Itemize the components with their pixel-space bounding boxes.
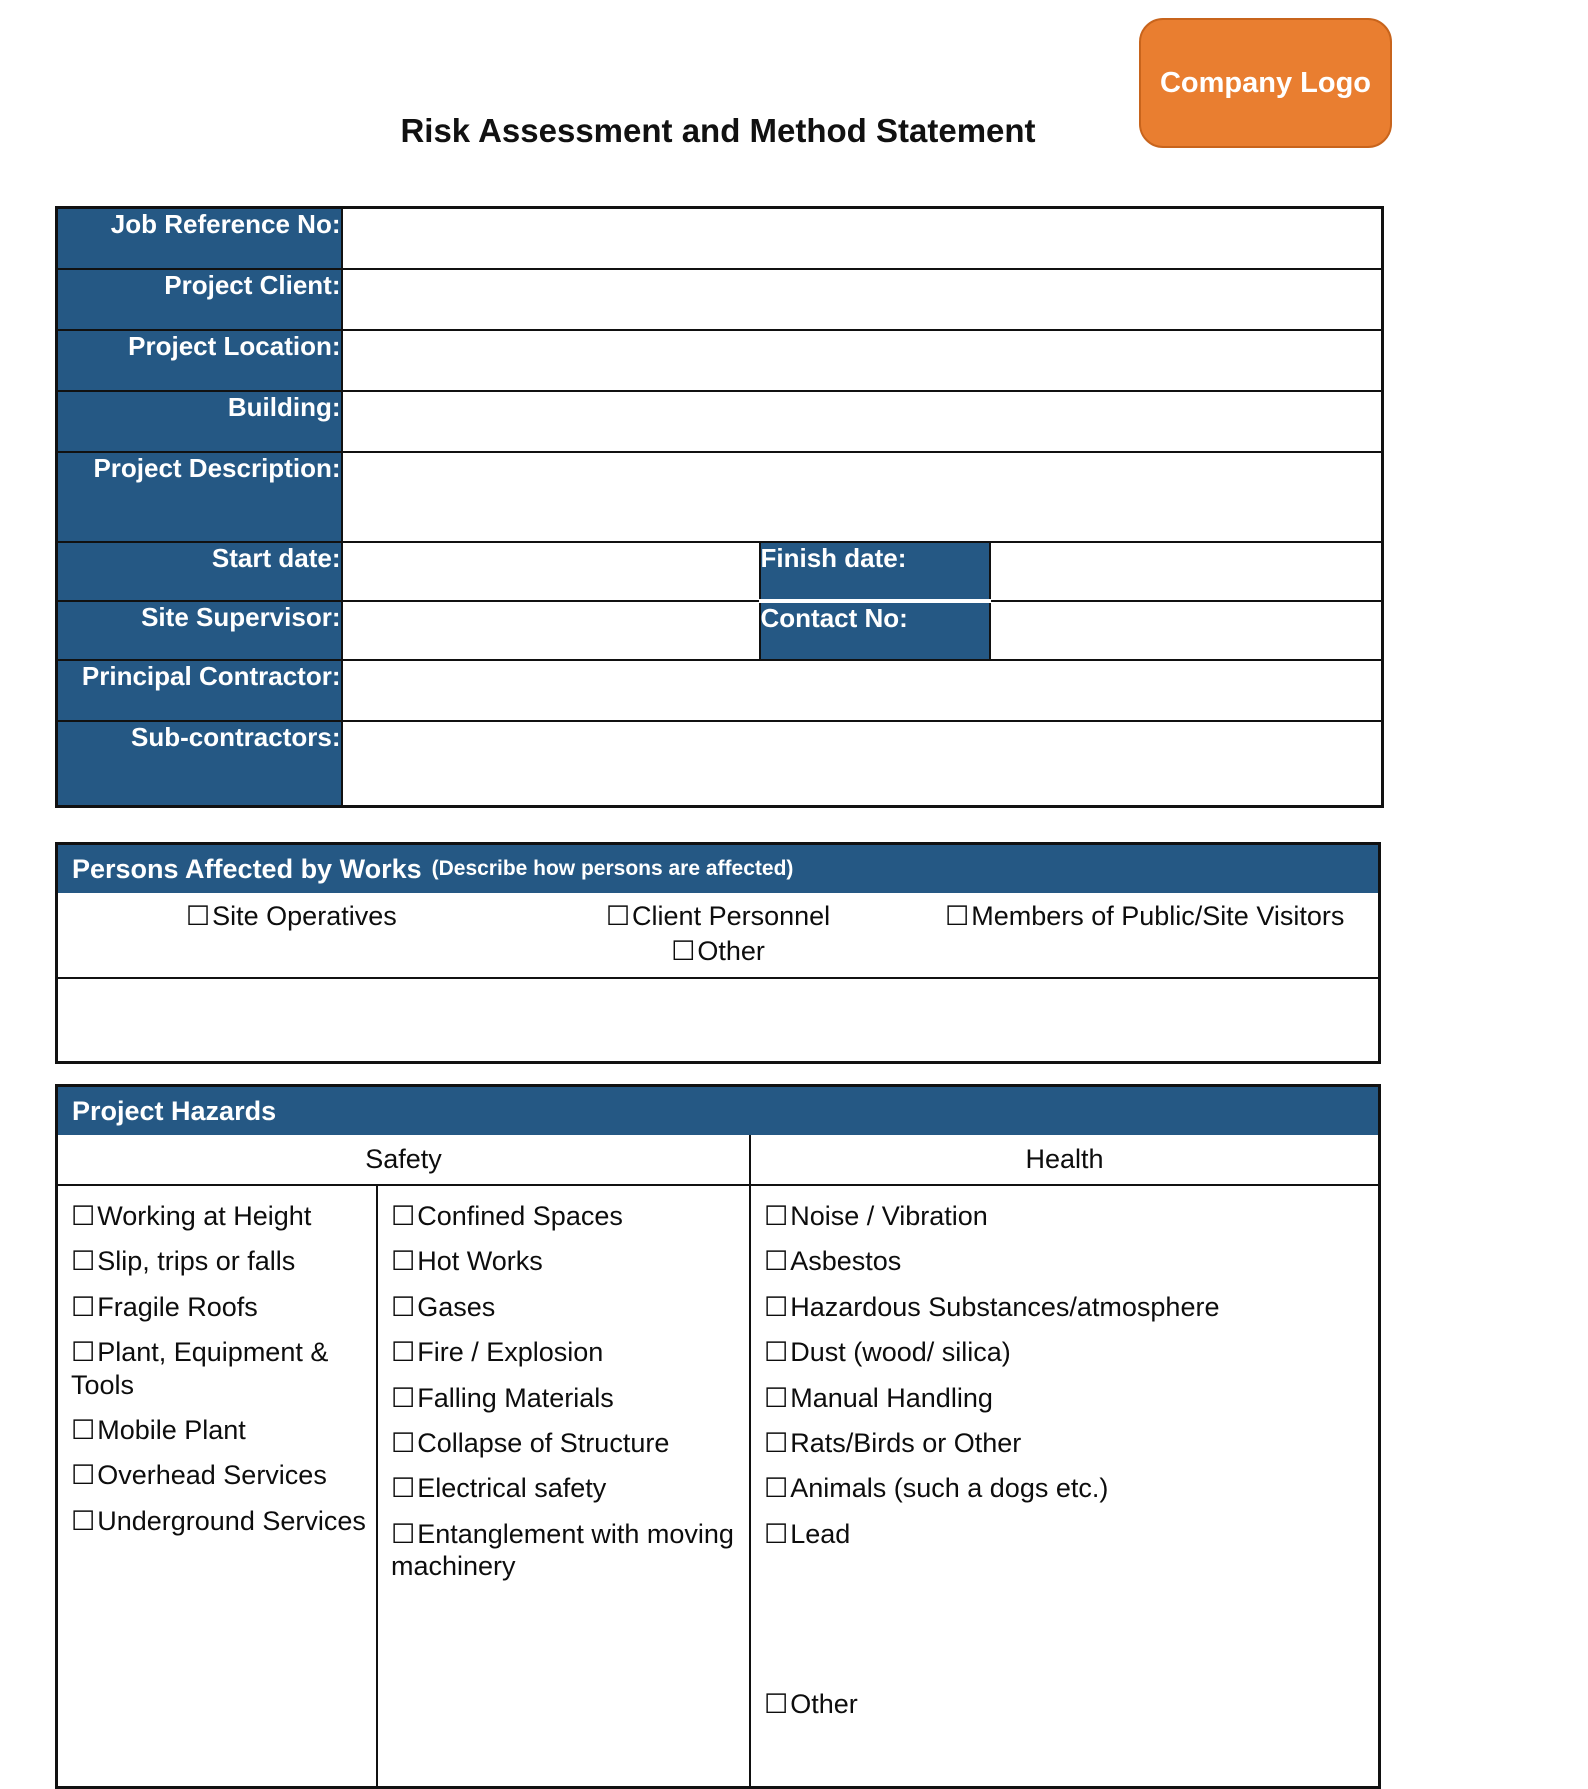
field-start-date[interactable]	[342, 542, 760, 601]
hazard-label: Hot Works	[417, 1246, 543, 1277]
persons-affected-title: Persons Affected by Works	[72, 853, 422, 884]
field-project-description[interactable]	[342, 452, 1383, 542]
checkbox-other-persons[interactable]	[671, 936, 765, 967]
hazard-label: Electrical safety	[417, 1473, 607, 1504]
page-title: Risk Assessment and Method Statement	[400, 112, 1036, 149]
checkbox-icon: ☐	[71, 1414, 96, 1445]
field-sub-contractors[interactable]	[342, 721, 1383, 807]
column-header-safety: Safety	[58, 1135, 751, 1184]
checkbox-icon: ☐	[71, 1505, 96, 1536]
hazards-column-headers	[58, 1135, 1378, 1186]
field-building[interactable]	[342, 391, 1383, 452]
checkbox-icon: ☐	[71, 1291, 96, 1322]
checkbox-icon: ☐	[391, 1518, 416, 1549]
checkbox-icon: ☐	[391, 1473, 416, 1504]
checkbox-label: Site Operatives	[212, 901, 397, 931]
hazard-label: Rats/Birds or Other	[790, 1427, 1022, 1458]
checkbox-icon: ☐	[185, 901, 211, 931]
hazard-label: Overhead Services	[97, 1460, 327, 1491]
checkbox-icon: ☐	[71, 1337, 96, 1368]
hazard-label: Falling Materials	[417, 1382, 614, 1413]
field-project-client[interactable]	[342, 269, 1383, 330]
hazard-collapse-of-structure[interactable]	[391, 1427, 739, 1459]
project-hazards-section	[55, 1084, 1381, 1789]
hazard-label: Underground Services	[97, 1505, 366, 1536]
hazard-working-at-height[interactable]	[71, 1200, 366, 1232]
hazard-label: Fragile Roofs	[97, 1291, 258, 1322]
checkbox-icon: ☐	[764, 1427, 789, 1458]
field-site-supervisor[interactable]	[342, 601, 760, 660]
hazard-gases[interactable]	[391, 1291, 739, 1323]
hazard-hot-works[interactable]	[391, 1245, 739, 1277]
field-principal-contractor[interactable]	[342, 660, 1383, 721]
label-principal-contractor: Principal Contractor:	[57, 660, 342, 721]
field-project-location[interactable]	[342, 330, 1383, 391]
checkbox-icon: ☐	[764, 1382, 789, 1413]
checkbox-icon: ☐	[764, 1518, 789, 1549]
hazard-label: Dust (wood/ silica)	[790, 1337, 1011, 1368]
checkbox-icon: ☐	[71, 1246, 96, 1277]
hazard-label: Animals (such a dogs etc.)	[790, 1473, 1109, 1504]
checkbox-site-operatives[interactable]	[78, 901, 505, 932]
label-project-client: Project Client:	[57, 269, 342, 330]
hazard-mobile-plant[interactable]	[71, 1414, 366, 1446]
checkbox-icon: ☐	[671, 936, 696, 966]
hazard-label: Confined Spaces	[417, 1201, 623, 1231]
hazard-confined-spaces[interactable]	[391, 1200, 739, 1232]
persons-affected-section	[55, 842, 1381, 1064]
hazard-lead[interactable]	[764, 1518, 1368, 1550]
checkbox-icon: ☐	[764, 1201, 789, 1231]
hazard-label: Gases	[417, 1291, 496, 1322]
checkbox-icon: ☐	[764, 1689, 789, 1720]
hazard-entanglement-machinery[interactable]	[391, 1518, 739, 1583]
project-hazards-title: Project Hazards	[72, 1095, 277, 1126]
checkbox-icon: ☐	[764, 1337, 789, 1368]
checkbox-client-personnel[interactable]	[505, 901, 932, 932]
label-sub-contractors: Sub-contractors:	[57, 721, 342, 807]
hazard-asbestos[interactable]	[764, 1245, 1368, 1277]
hazards-columns	[58, 1186, 1378, 1786]
document-page	[55, 0, 1381, 1789]
checkbox-members-of-public[interactable]	[931, 901, 1358, 932]
hazard-rats-birds-other[interactable]	[764, 1427, 1368, 1459]
hazard-label: Other	[790, 1689, 858, 1720]
health-hazards-column	[751, 1186, 1378, 1786]
hazard-underground-services[interactable]	[71, 1505, 366, 1537]
checkbox-label: Other	[697, 936, 765, 966]
checkbox-icon: ☐	[605, 901, 631, 931]
project-info-table	[55, 206, 1384, 808]
label-building: Building:	[57, 391, 342, 452]
checkbox-label: Client Personnel	[632, 901, 831, 931]
label-project-description: Project Description:	[57, 452, 342, 542]
checkbox-icon: ☐	[71, 1201, 96, 1231]
hazard-label: Mobile Plant	[97, 1414, 246, 1445]
hazard-electrical-safety[interactable]	[391, 1472, 739, 1504]
label-site-supervisor: Site Supervisor:	[57, 601, 342, 660]
hazard-overhead-services[interactable]	[71, 1459, 366, 1491]
persons-affected-subtitle: (Describe how persons are affected)	[431, 857, 794, 880]
label-project-location: Project Location:	[57, 330, 342, 391]
label-contact-no: Contact No:	[760, 601, 990, 660]
checkbox-icon: ☐	[391, 1427, 416, 1458]
checkbox-icon: ☐	[764, 1473, 789, 1504]
checkbox-label: Members of Public/Site Visitors	[971, 901, 1345, 931]
checkbox-icon: ☐	[391, 1337, 416, 1368]
checkbox-icon: ☐	[391, 1246, 416, 1277]
hazard-fire-explosion[interactable]	[391, 1336, 739, 1368]
label-job-reference-no: Job Reference No:	[57, 208, 342, 269]
checkbox-icon: ☐	[391, 1291, 416, 1322]
hazard-label: Hazardous Substances/atmosphere	[790, 1291, 1220, 1322]
hazard-falling-materials[interactable]	[391, 1382, 739, 1414]
persons-options-row-2	[58, 932, 1378, 977]
hazard-label: Manual Handling	[790, 1382, 993, 1413]
hazard-noise-vibration[interactable]	[764, 1200, 1368, 1232]
hazard-fragile-roofs[interactable]	[71, 1291, 366, 1323]
hazard-label: Plant, Equipment & Tools	[71, 1337, 329, 1400]
checkbox-icon: ☐	[71, 1460, 96, 1491]
hazard-label: Noise / Vibration	[790, 1201, 988, 1231]
project-hazards-header	[58, 1087, 1378, 1135]
hazard-label: Fire / Explosion	[417, 1337, 604, 1368]
company-logo-text: Company Logo	[1159, 66, 1372, 99]
hazard-animals[interactable]	[764, 1472, 1368, 1504]
hazard-label: Collapse of Structure	[417, 1427, 670, 1458]
hazard-label: Working at Height	[97, 1201, 312, 1231]
hazard-slips-trips-falls[interactable]	[71, 1245, 366, 1277]
hazard-manual-handling[interactable]	[764, 1382, 1368, 1414]
persons-affected-header	[58, 845, 1378, 893]
field-finish-date[interactable]	[990, 542, 1383, 601]
checkbox-icon: ☐	[391, 1382, 416, 1413]
hazard-label: Lead	[790, 1518, 851, 1549]
hazard-hazardous-substances[interactable]	[764, 1291, 1368, 1323]
persons-options-row	[58, 893, 1378, 932]
checkbox-icon: ☐	[764, 1246, 789, 1277]
safety-hazards-column-1	[58, 1186, 378, 1786]
persons-affected-notes-area[interactable]	[58, 977, 1378, 1061]
hazard-label: Entanglement with moving machinery	[391, 1518, 734, 1582]
checkbox-icon: ☐	[764, 1291, 789, 1322]
field-job-reference-no[interactable]	[342, 208, 1383, 269]
label-finish-date: Finish date:	[760, 542, 990, 601]
safety-hazards-column-2	[378, 1186, 751, 1786]
column-header-health: Health	[1025, 1144, 1104, 1174]
label-start-date: Start date:	[57, 542, 342, 601]
field-contact-no[interactable]	[990, 601, 1383, 660]
checkbox-icon: ☐	[391, 1201, 416, 1231]
hazard-dust-wood-silica[interactable]	[764, 1336, 1368, 1368]
hazard-label: Asbestos	[790, 1246, 902, 1277]
hazard-plant-equipment-tools[interactable]	[71, 1336, 366, 1401]
checkbox-icon: ☐	[945, 901, 970, 931]
hazard-label: Slip, trips or falls	[97, 1246, 296, 1277]
